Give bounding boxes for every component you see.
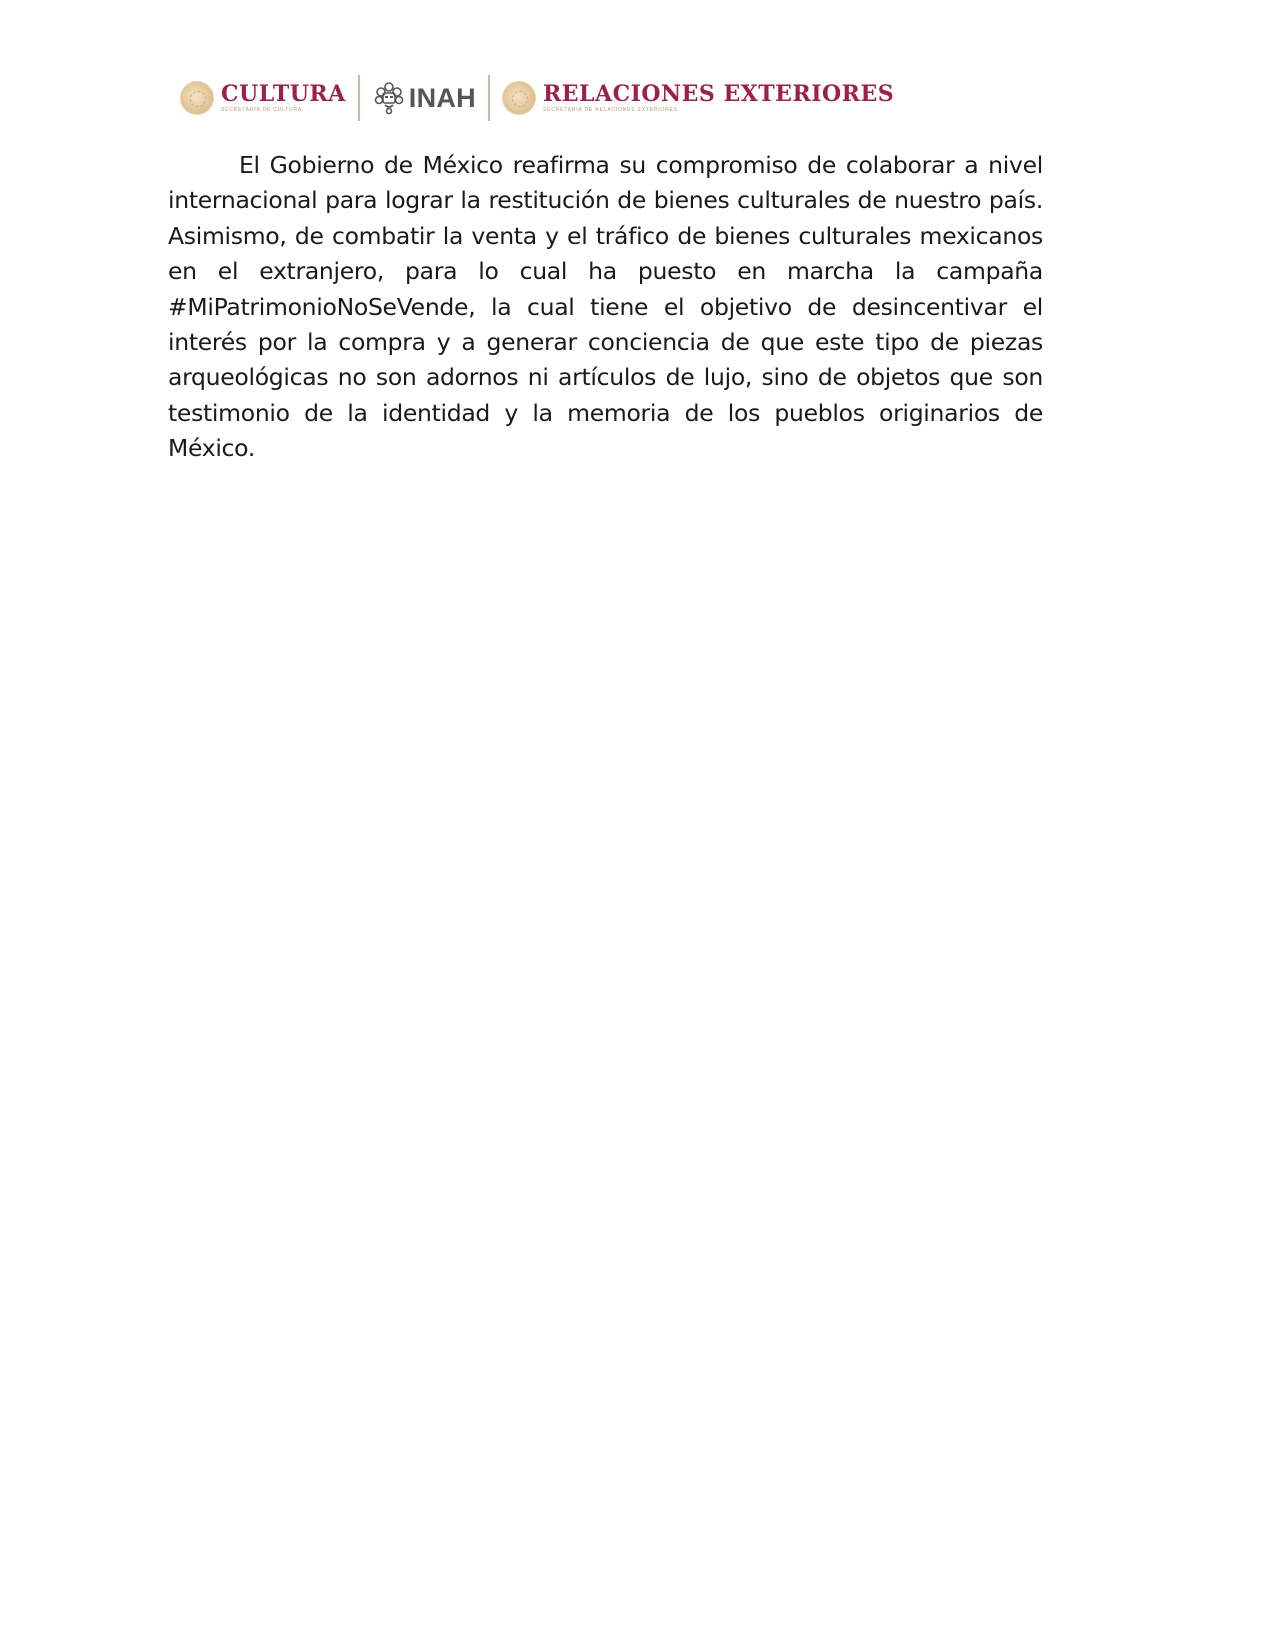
relaciones-exteriores-logo — [502, 81, 894, 115]
cultura-logo-text — [221, 82, 346, 114]
relaciones-logo-title: RELACIONES EXTERIORES — [542, 81, 895, 107]
cultura-logo-subtitle: SECRETARÍA DE CULTURA — [221, 107, 303, 113]
inah-emblem-icon — [372, 80, 406, 116]
relaciones-logo-text — [543, 82, 894, 114]
cultura-logo — [180, 81, 346, 115]
logo-divider — [488, 75, 490, 121]
inah-logo-title: INAH — [408, 83, 476, 113]
header-logo-bar — [180, 70, 894, 126]
mexico-seal-icon — [502, 81, 536, 115]
logo-divider — [358, 75, 360, 121]
inah-logo — [372, 80, 476, 116]
relaciones-logo-subtitle: SECRETARÍA DE RELACIONES EXTERIORES — [542, 107, 678, 113]
cultura-logo-title: CULTURA — [221, 81, 346, 107]
mexico-seal-icon — [180, 81, 214, 115]
body-paragraph: El Gobierno de México reafirma su compromiso de colaborar a nivel internacional para lograr la restitución de bienes culturales de nuestro país. Asimismo, de combatir la venta y el tráfico de bienes culturales mexicanos en el extranjero, para lo cual ha puesto en marcha la campaña #MiPatrimonioNoSeVende, la cual tiene el objetivo de desincentivar el interés por la compra y a generar conciencia de que este tipo de piezas arqueológicas no son adornos ni artículos de lujo, sino de objetos que son testimonio de la identidad y la memoria de los pueblos originarios de México. — [168, 151, 1043, 463]
